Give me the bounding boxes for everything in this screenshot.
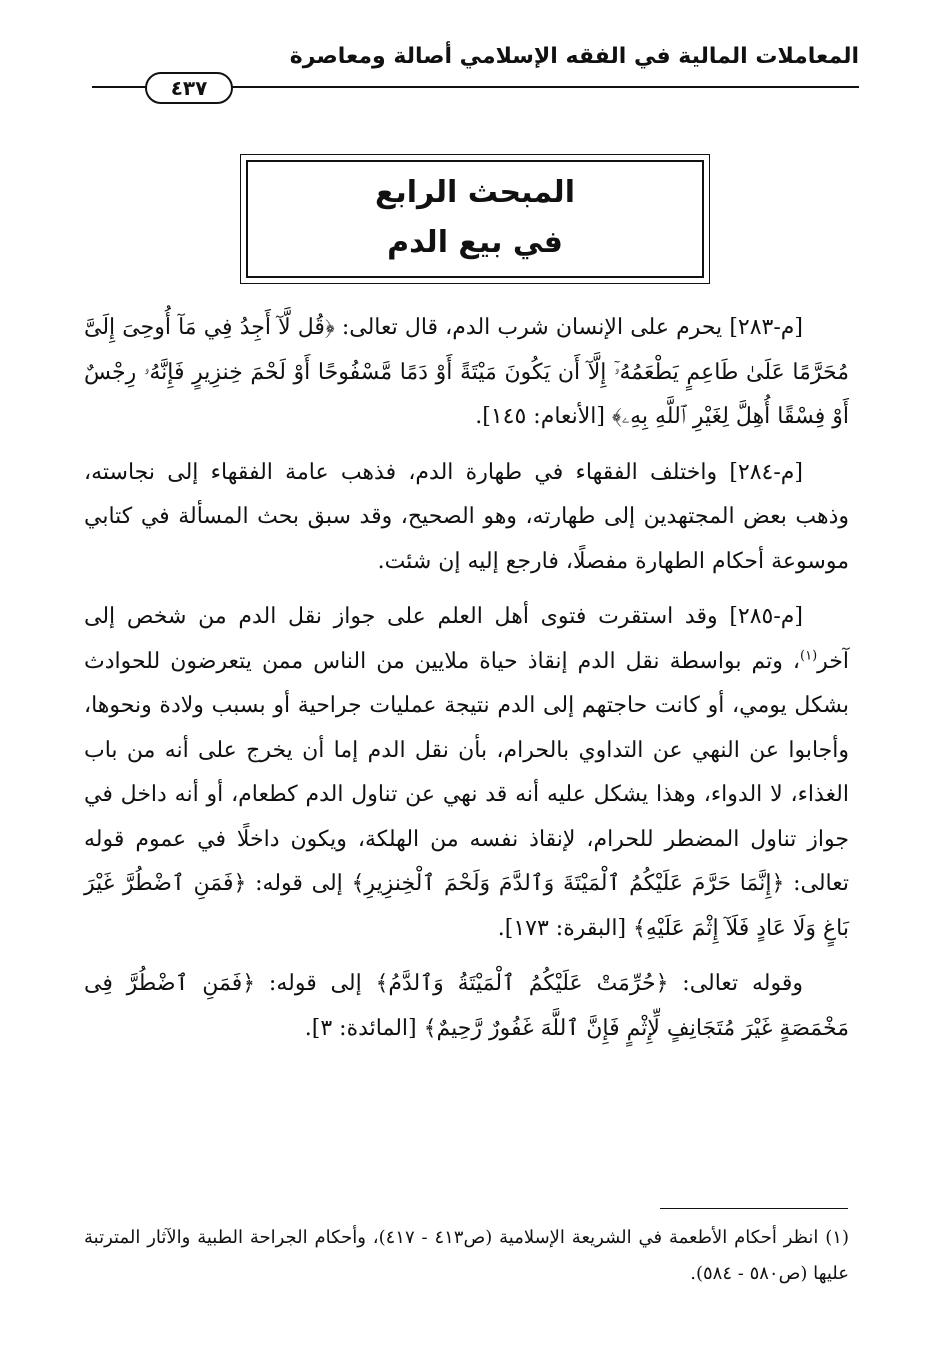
chapter-title-line-2: في بيع الدم: [387, 225, 563, 260]
paragraph-285: [84, 595, 849, 951]
paragraph-283: [م-٢٨٣] يحرم على الإنسان شرب الدم، قال تعالى: ﴿قُل لَّآ أَجِدُ فِي مَآ أُوحِىَ إِلَىَّ مُحَرَّمًا عَلَىٰ طَاعِمٍ يَطْعَمُهُۥٓ إِلَّآ أَن يَكُونَ مَيْتَةً أَوْ دَمًا مَّسْفُوحًا أَوْ لَحْمَ خِنزِيرٍ فَإِنَّهُۥ رِجْسٌ أَوْ فِسْقًا أُهِلَّ لِغَيْرِ ٱللَّهِ بِهِۦ﴾ [الأنعام: ١٤٥].: [84, 315, 849, 429]
body-text: [84, 306, 849, 1062]
paragraph-284: [م-٢٨٤] واختلف الفقهاء في طهارة الدم، فذهب عامة الفقهاء إلى نجاسته، وذهب بعض المجتهدين إلى طهارته، وهو الصحيح، وقد سبق بحث المسألة في كتابي موسوعة أحكام الطهارة مفصلًا، فارجع إليه إن شئت.: [84, 459, 849, 574]
footnote-reference-1[interactable]: (١): [800, 648, 818, 664]
paragraph-285-start: [م-٢٨٥] وقد استقرت فتوى أهل العلم على جواز نقل الدم من شخص إلى آخر: [84, 604, 849, 674]
paragraph-285-rest: ، وتم بواسطة نقل الدم إنقاذ حياة ملايين من الناس ممن يتعرضون للحوادث بشكل يومي، أو كانت حاجتهم إلى الدم نتيجة عمليات جراحية أو بسبب ولادة ونحوها، وأجابوا عن النهي عن التداوي بالحرام، بأن نقل الدم إما أن يخرج على أنه من باب الغذاء، لا الدواء، وهذا يشكل عليه أنه قد نهي عن تناول الدم كطعام، أو أنه داخل في جواز تناول المضطر للحرام، لإنقاذ نفسه من الهلكة، ويكون داخلًا في عموم قوله تعالى: ﴿إِنَّمَا حَرَّمَ عَلَيْكُمُ ٱلْمَيْتَةَ وَٱلدَّمَ وَلَحْمَ ٱلْخِنزِيرِ﴾ إلى قوله: ﴿فَمَنِ ٱضْطُرَّ غَيْرَ بَاغٍ وَلَا عَادٍ فَلَآ إِثْمَ عَلَيْهِ﴾ [البقرة: ١٧٣].: [84, 648, 849, 941]
chapter-title-frame: [240, 154, 710, 284]
running-header-title: المعاملات المالية في الفقه الإسلامي أصالة ومعاصرة: [289, 44, 859, 69]
footnote-separator: [660, 1208, 848, 1209]
paragraph-maidah: وقوله تعالى: ﴿حُرِّمَتْ عَلَيْكُمُ ٱلْمَيْتَةُ وَٱلدَّمُ﴾ إلى قوله: ﴿فَمَنِ ٱضْطُرَّ فِى مَخْمَصَةٍ غَيْرَ مُتَجَانِفٍ لِّإِثْمٍ فَإِنَّ ٱللَّهَ غَفُورٌ رَّحِيمٌ﴾ [المائدة: ٣].: [84, 971, 849, 1041]
footnote-1: (١) انظر أحكام الأطعمة في الشريعة الإسلامية (ص٤١٣ - ٤١٧)، وأحكام الجراحة الطبية والآثار المترتبة عليها (ص٥٨٠ - ٥٨٤).: [84, 1227, 849, 1284]
footnotes: [84, 1220, 849, 1292]
page-number: ٤٣٧: [145, 72, 233, 104]
chapter-title-line-1: المبحث الرابع: [375, 175, 575, 210]
